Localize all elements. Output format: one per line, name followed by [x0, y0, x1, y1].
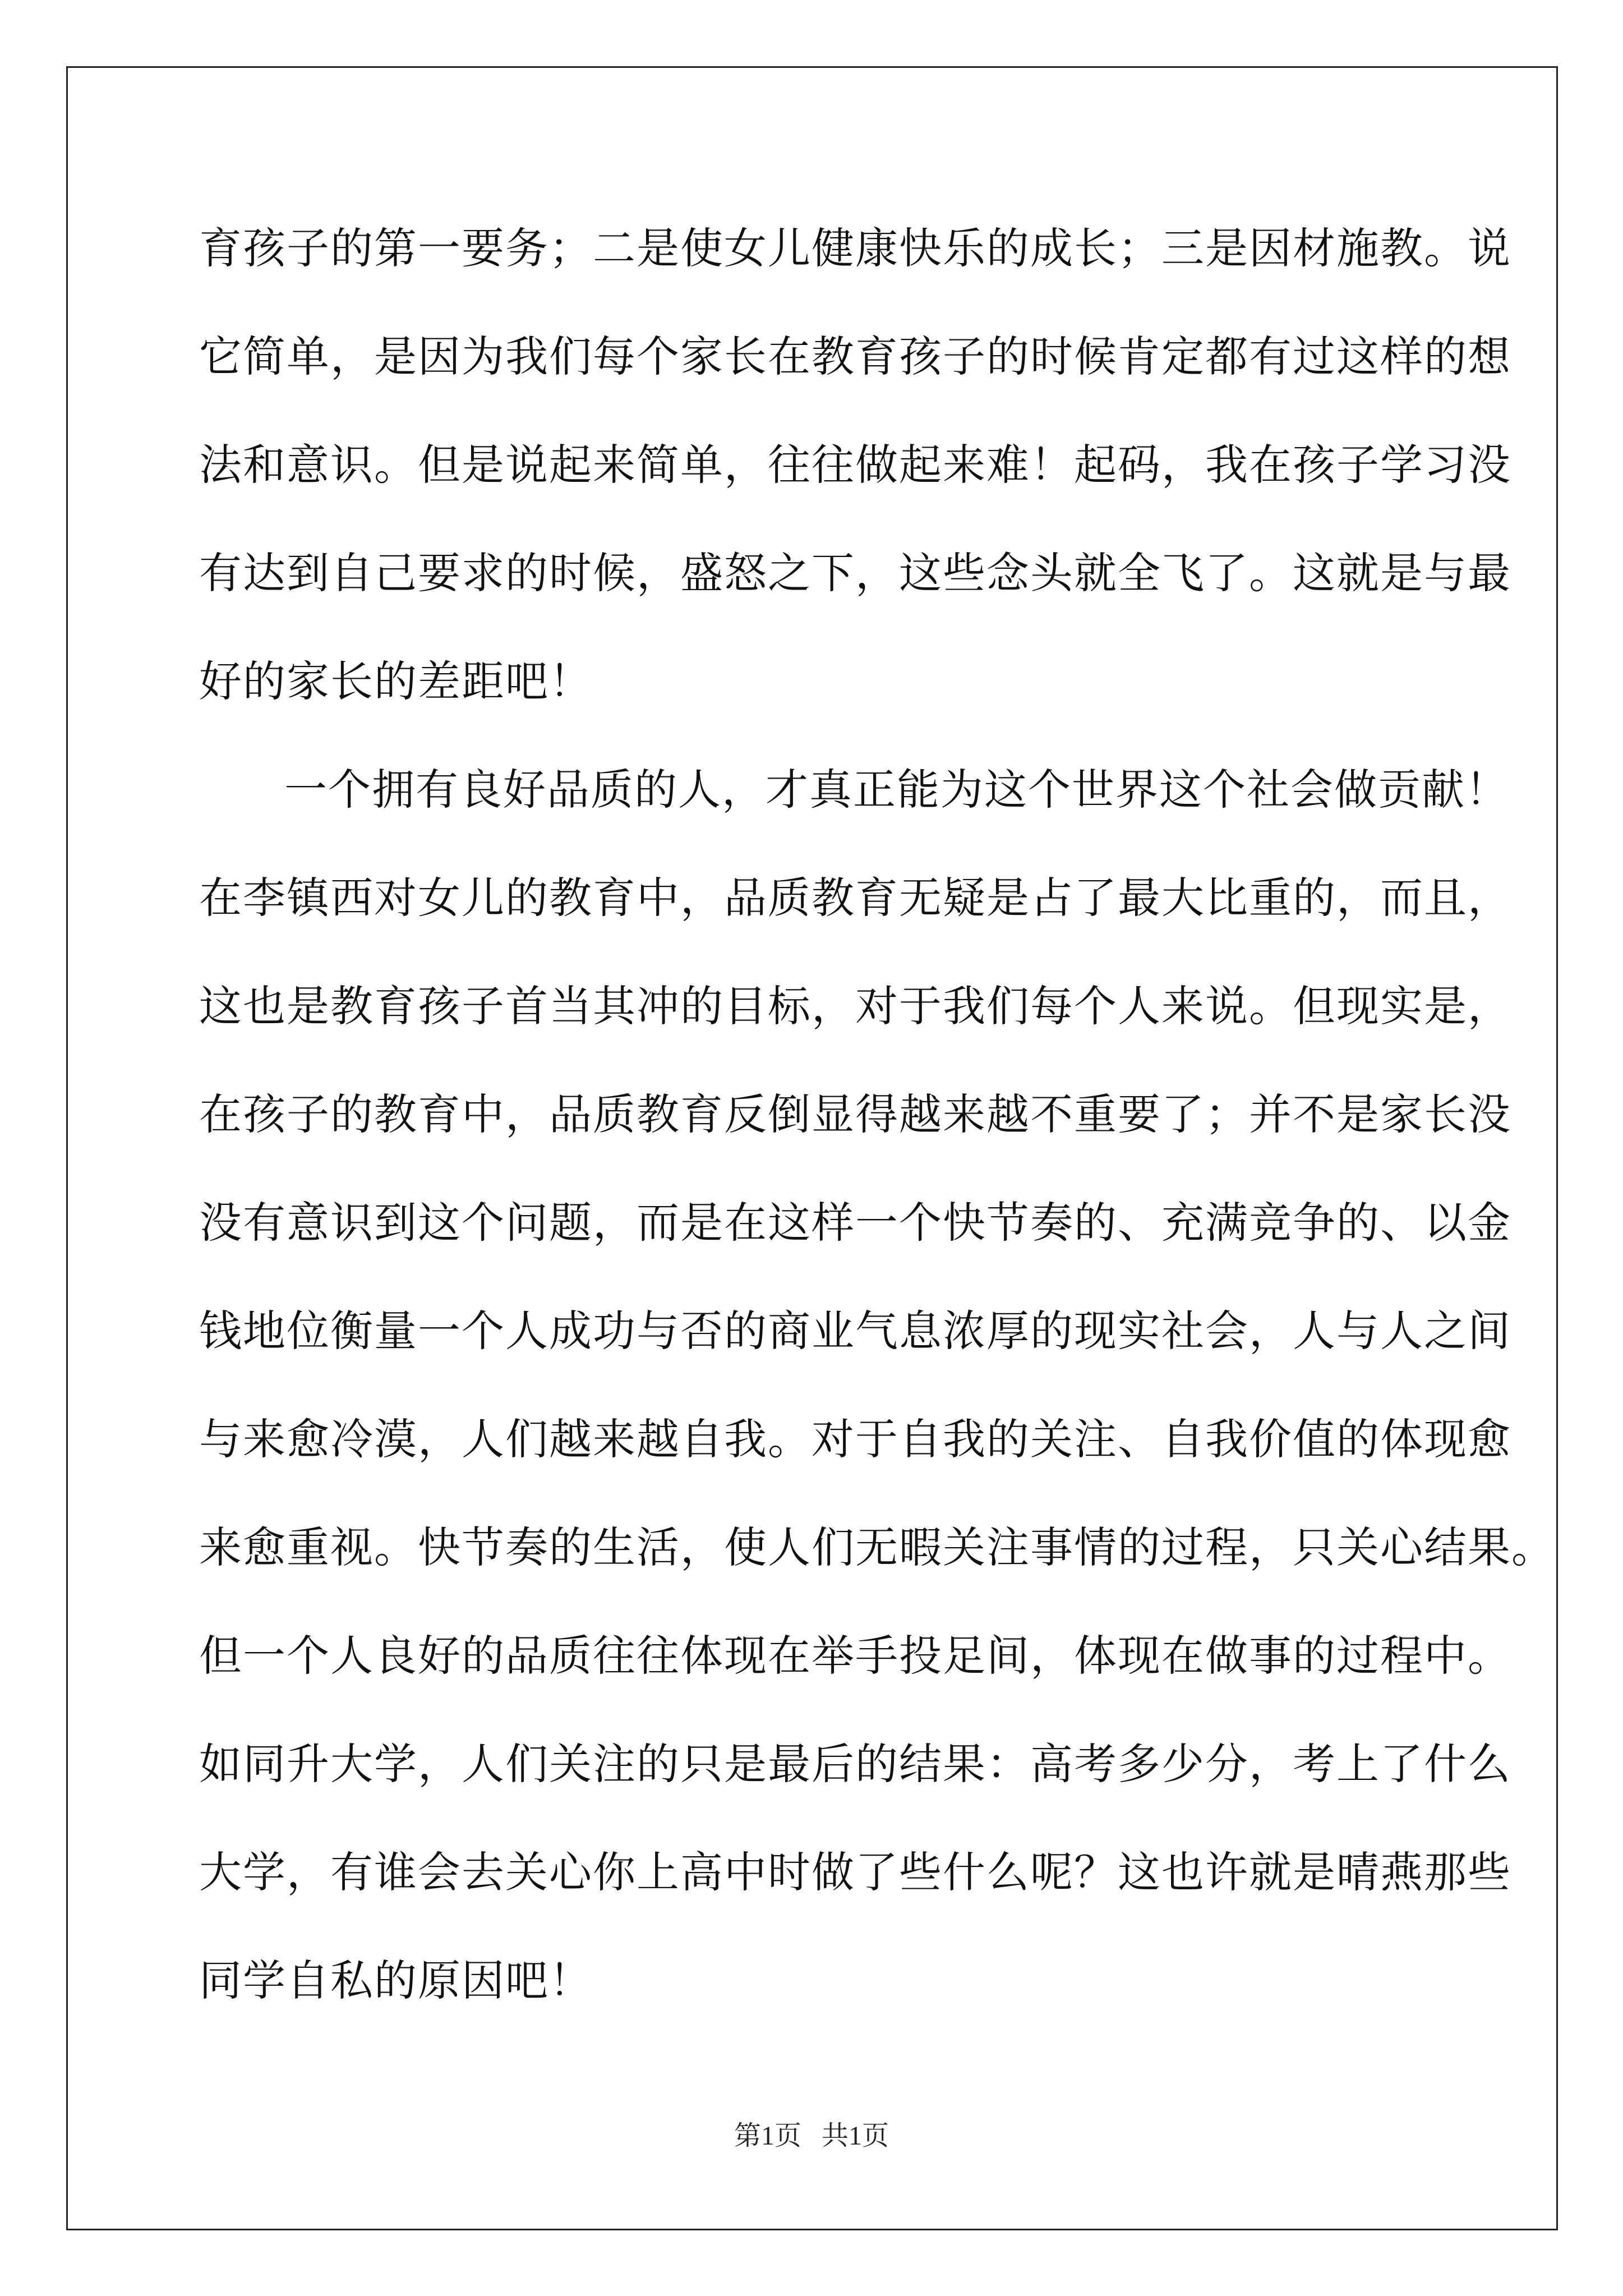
- paragraph-first-line: 一个拥有良好品质的人，才真正能为这个世界这个社会做贡献！: [284, 765, 1509, 815]
- text-line: 育孩子的第一要务；二是使女儿健康快乐的成长；三是因材施教。说: [199, 223, 1511, 273]
- text-line: 这也是教育孩子首当其冲的目标，对于我们每个人来说。但现实是，: [199, 981, 1511, 1031]
- text-line: 钱地位衡量一个人成功与否的商业气息浓厚的现实社会，人与人之间: [199, 1306, 1511, 1356]
- text-line: 同学自私的原因吧！: [199, 1955, 593, 2005]
- text-line: 在李镇西对女儿的教育中，品质教育无疑是占了最大比重的，而且，: [199, 873, 1511, 923]
- text-line: 有达到自己要求的时候，盛怒之下，这些念头就全飞了。这就是与最: [199, 548, 1511, 598]
- text-line: 来愈重视。快节奏的生活，使人们无暇关注事情的过程，只关心结果。: [199, 1522, 1555, 1572]
- page-number-footer: 第1页 共1页: [734, 2121, 889, 2151]
- text-line: 它简单，是因为我们每个家长在教育孩子的时候肯定都有过这样的想: [199, 332, 1511, 381]
- document-body: [199, 194, 1555, 2035]
- text-line: 但一个人良好的品质往往体现在举手投足间，体现在做事的过程中。: [199, 1631, 1511, 1681]
- text-line: 没有意识到这个问题，而是在这样一个快节奏的、充满竞争的、以金: [199, 1198, 1511, 1248]
- text-line: 如同升大学，人们关注的只是最后的结果：高考多少分，考上了什么: [199, 1739, 1511, 1789]
- text-line: 法和意识。但是说起来简单，往往做起来难！起码，我在孩子学习没: [199, 440, 1511, 490]
- text-line: 与来愈冷漠，人们越来越自我。对于自我的关注、自我价值的体现愈: [199, 1414, 1511, 1464]
- text-line: 在孩子的教育中，品质教育反倒显得越来越不重要了；并不是家长没: [199, 1089, 1511, 1139]
- text-line: 大学，有谁会去关心你上高中时做了些什么呢？这也许就是晴燕那些: [199, 1847, 1511, 1897]
- text-line: 好的家长的差距吧！: [199, 656, 593, 706]
